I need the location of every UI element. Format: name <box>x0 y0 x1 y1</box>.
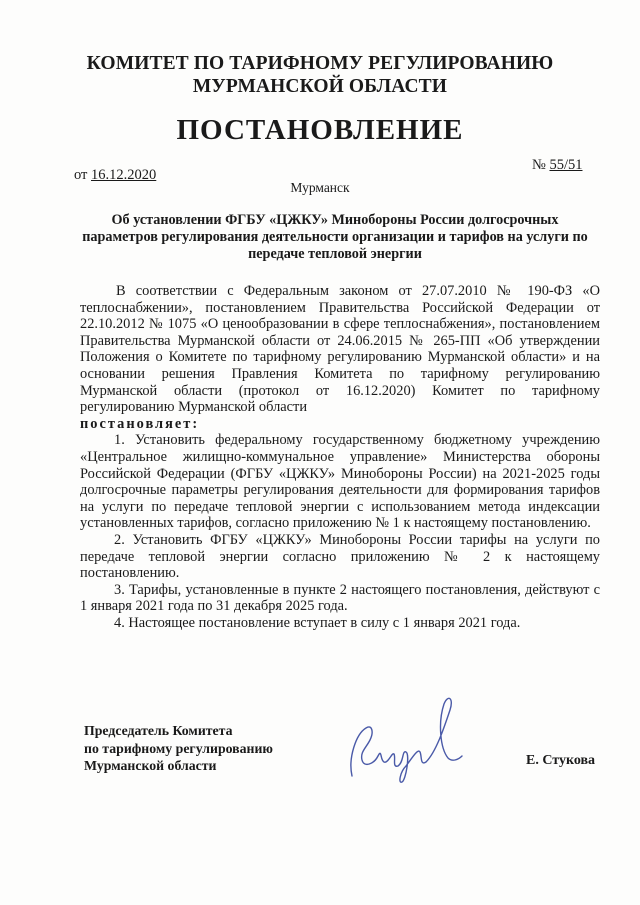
signer-title-line-3: Мурманской области <box>84 758 217 773</box>
number-value: 55/51 <box>549 157 583 173</box>
decree-item-3: 3. Тарифы, установленные в пункте 2 настоящего постановления, действуют с 1 января 2021 года по 31 декабря 2025 года. <box>80 581 600 615</box>
date-value: 16.12.2020 <box>91 167 157 183</box>
handwritten-signature <box>340 688 470 788</box>
date-prefix: от <box>74 167 88 183</box>
document-number <box>532 157 583 174</box>
decree-item-2: 2. Установить ФГБУ «ЦЖКУ» Минобороны России тарифы на услуги по передаче тепловой энергии согласно приложению № 2 к настоящему постановлению. <box>80 531 600 582</box>
decree-item-1: 1. Установить федеральному государственному бюджетному учреждению «Центральное жилищно-коммунальное управление» Министерства обороны Российской Федерации (ФГБУ «ЦЖКУ» Минобороны России) на 2021-2025 годы долгосрочные параметры регулирования деятельности для формирования тарифов на услуги по передаче тепловой энергии с использованием метода индексации установленных тарифов, согласно приложению № 1 к настоящему постановлению. <box>80 432 600 532</box>
signer-name: Е. Стукова <box>526 753 596 768</box>
decree-word: постановляет: <box>80 415 200 432</box>
org-line-1: КОМИТЕТ ПО ТАРИФНОМУ РЕГУЛИРОВАНИЮ <box>86 53 554 74</box>
signer-title-line-2: по тарифному регулированию <box>84 740 273 756</box>
document-type: ПОСТАНОВЛЕНИЕ <box>176 114 464 146</box>
document-body <box>80 283 600 631</box>
signer-title-line-1: Председатель Комитета <box>84 723 233 738</box>
decree-item-4: 4. Настоящее постановление вступает в силу с 1 января 2021 года. <box>114 614 521 631</box>
signer-title <box>84 722 273 775</box>
issuing-authority <box>0 52 640 98</box>
document-city: Мурманск <box>290 180 350 195</box>
number-prefix: № <box>532 157 546 173</box>
org-line-2: МУРМАНСКОЙ ОБЛАСТИ <box>192 76 448 97</box>
preamble: В соответствии с Федеральным законом от 27.07.2010 № 190-ФЗ «О теплоснабжении», постановлением Правительства Российской Федерации от 22.10.2012 № 1075 «О ценообразовании в сфере теплоснабжения», постановлением Правительства Мурманской области от 24.06.2015 № 265-ПП «Об утверждении Положения о Комитете по тарифному регулированию Мурманской области» и на основании решения Правления Комитета по тарифному регулированию Мурманской области (протокол от 16.12.2020) Комитет по тарифному регулированию Мурманской области <box>80 283 600 416</box>
document-subject: Об установлении ФГБУ «ЦЖКУ» Минобороны России долгосрочных параметров регулирования деятельности организации и тарифов на услуги по передаче тепловой энергии <box>82 212 588 262</box>
